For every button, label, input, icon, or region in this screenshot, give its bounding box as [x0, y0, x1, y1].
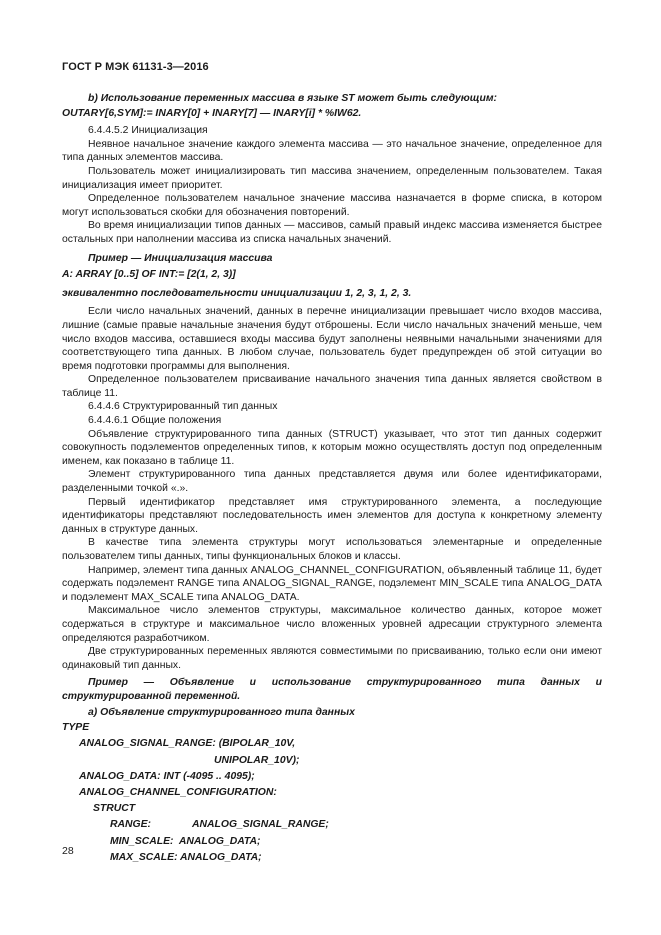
paragraph: Максимальное число элементов структуры, максимальное количество данных, которое может содержаться в структуре и максимальное число вложенных уровней адресации структурного элемента определяются разработчиком. [62, 605, 602, 644]
section-6-4-4-5-2-heading: 6.4.4.5.2 Инициализация [88, 125, 208, 137]
code-line [62, 817, 602, 833]
paragraph: Если число начальных значений, данных в перечне инициализации превышает число входов массива, лишние (самые правые начальные значения будут отброшены. Если число начальных значений меньше, чем число входов массива, оставшиеся входы массива будут заполнены неявными начальными значениями для соответствующего типа данных. В любом случае, пользователь будет предупрежден об этой ситуации во время подготовки программы для выполнения. [62, 306, 602, 372]
code-line: ANALOG_DATA: INT (-4095 .. 4095); [79, 770, 255, 782]
code-line: UNIPOLAR_10V); [214, 754, 300, 766]
paragraph: Две структурированных переменных являются совместимыми по присваиванию, только если они имеют одинаковый тип данных. [62, 646, 602, 671]
paragraph: В качестве типа элемента структуры могут использоваться элементарные и определенные пользователем типы данных, типы функциональных блоков и классы. [62, 537, 602, 562]
example-1-title: Пример — Инициализация массива [88, 252, 273, 264]
code-line: ANALOG_SIGNAL_RANGE: (BIPOLAR_10V, [79, 738, 296, 750]
code-token: ANALOG_SIGNAL_RANGE; [192, 819, 329, 831]
example-1-equivalent: эквивалентно последовательности инициализации 1, 2, 3, 1, 2, 3. [62, 287, 412, 299]
paragraph: Определенное пользователем начальное значение массива назначается в форме списка, в котором могут использоваться скобки для обозначения повторений. [62, 193, 602, 218]
paragraph: Пользователь может инициализировать тип массива значением, определенным пользователем. Такая инициализация имеет приоритет. [62, 165, 602, 191]
code-line: ANALOG_CHANNEL_CONFIGURATION: [79, 786, 277, 798]
paragraph: Во время инициализации типов данных — массивов, самый правый индекс массива изменяется быстрее остальных при наполнении массива из списка начальных значений. [62, 220, 602, 245]
document-header: ГОСТ Р МЭК 61131-3—2016 [62, 61, 209, 73]
example-b-code: OUTARY[6,SYM]:= INARY[0] + INARY[7] — INARY[i] * %IW62. [62, 107, 362, 119]
code-listing [62, 720, 602, 866]
example-b-heading: b) Использование переменных массива в языке ST может быть следующим: [88, 93, 497, 104]
section-6-4-4-6-1-heading: 6.4.4.6.1 Общие положения [88, 415, 222, 427]
page-content [62, 92, 602, 866]
section-6-4-4-6-heading: 6.4.4.6 Структурированный тип данных [88, 401, 278, 413]
paragraph: Объявление структурированного типа данных (STRUCT) указывает, что этот тип данных содержит совокупность подэлементов определенных типов, к которым можно осуществлять доступ под определенным именем, как показано в таблице 11. [62, 428, 602, 467]
paragraph: Определенное пользователем присваивание начального значения типа данных является свойством в таблице 11. [62, 374, 602, 399]
example-2-subheading: a) Объявление структурированного типа данных [88, 706, 355, 718]
paragraph: Неявное начальное значение каждого элемента массива — это начальное значение, определенное для типа данных элементов массива. [62, 138, 602, 164]
paragraph: Например, элемент типа данных ANALOG_CHANNEL_CONFIGURATION, объявленный таблице 11, будет содержать подэлемент RANGE типа ANALOG_SIGNAL_RANGE, подэлемент MIN_SCALE типа ANALOG_DATA и подэлемент MAX_SCALE типа ANALOG_DATA. [62, 564, 602, 603]
code-line: MAX_SCALE: ANALOG_DATA; [110, 851, 262, 863]
example-2-title: Пример — Объявление и использование структурированного типа данных и структурированной переменной. [62, 677, 602, 702]
code-line: STRUCT [93, 803, 136, 815]
example-1-code: A: ARRAY [0..5] OF INT:= [2(1, 2, 3)] [62, 269, 236, 281]
page-number: 28 [62, 845, 74, 857]
code-line: MIN_SCALE: ANALOG_DATA; [110, 835, 261, 847]
code-line: TYPE [62, 722, 90, 734]
paragraph: Первый идентификатор представляет имя структурированного элемента, а последующие идентификаторы представляют последовательность имен элементов для доступа к конкретному элементу данных в структуре данных. [62, 496, 602, 535]
paragraph: Элемент структурированного типа данных представляется двумя или более идентификаторами, разделенными точкой «.». [62, 469, 602, 495]
code-token: RANGE: [110, 819, 151, 831]
